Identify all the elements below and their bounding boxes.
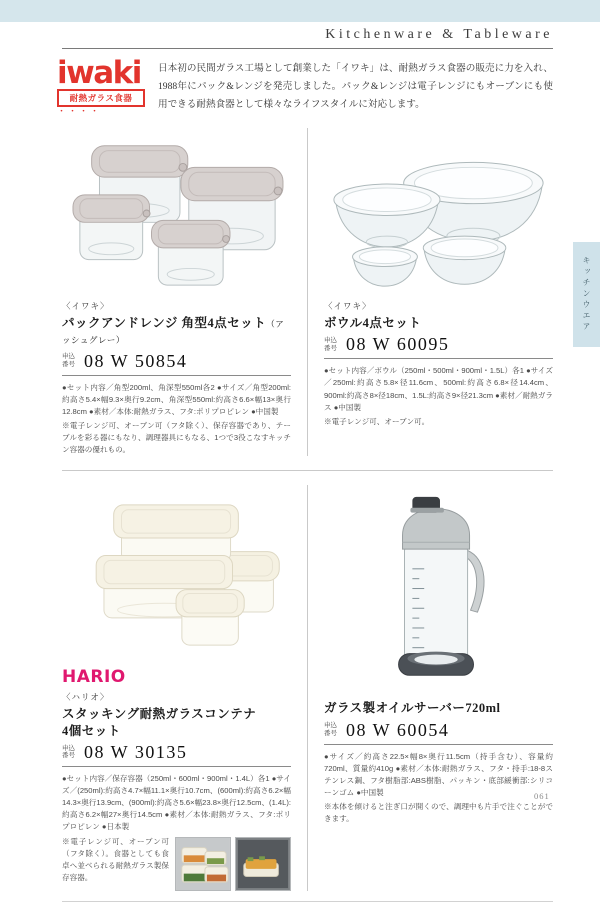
order-number-code: 08 W 60054 (346, 719, 450, 740)
top-color-bar (0, 0, 600, 22)
order-number-label: 申込番号 (62, 744, 75, 760)
oven-use-photo (235, 837, 291, 891)
header-divider (62, 48, 553, 49)
order-number-row (62, 351, 291, 372)
usage-photo-thumbnails (175, 837, 291, 891)
page-title: Kitchenware & Tableware (325, 27, 553, 42)
white-containers-illustration (65, 489, 289, 660)
order-number-label: 申込番号 (324, 336, 337, 352)
product-row-bottom (62, 471, 553, 901)
category-side-tab (573, 242, 600, 347)
product-name: ボウル4点セット (324, 316, 422, 330)
product-name-main: パックアンドレンジ 角型4点セット (62, 316, 267, 330)
iwaki-logo (57, 55, 145, 117)
product-name: ガラス製オイルサーバー720ml (324, 701, 501, 716)
product-divider (324, 744, 553, 745)
product-details: ●セット内容／保存容器（250ml・600ml・900ml・1.4L）各1 ●サイズ／(250ml):約高さ4.7×幅11.1×奥行10.7cm、(600ml):約高さ6.2×幅14.3×奥行13.9cm、(900ml):約高さ5.6×幅23.8×奥行12.5cm、(1.4L):約高さ6.2×幅27×奥行14.5cm ●素材／本体:耐熱ガラス、フタ:ポリプロピレン ●日本製 (62, 773, 291, 832)
product-note: ※電子レンジ可、オーブン可（フタ除く）、保存容器であり、テーブルを彩る器にもなり、調理器具にもなる、1つで3役こなすキッチン容器の優れもの。 (62, 420, 291, 455)
product-grid (62, 128, 553, 902)
hario-logo: HARIO (62, 667, 126, 688)
product-card-hario-containers (62, 485, 307, 890)
product-maker: 〈イワキ〉 (62, 301, 110, 311)
product-card-pack-range (62, 128, 307, 456)
product-maker: 〈ハリオ〉 (62, 692, 110, 703)
product-maker: 〈イワキ〉 (324, 301, 372, 311)
glass-bowls-illustration (326, 129, 552, 296)
iwaki-logo-subtitle: 耐熱ガラス食器 (57, 89, 145, 107)
bowl-set-product-image (324, 128, 553, 296)
oil-server-product-image (324, 485, 553, 697)
iwaki-logo-dots: ・・・・ (57, 106, 102, 117)
product-note: ※電子レンジ可、オーブン可。 (324, 416, 430, 426)
product-details: ●サイズ／約高さ22.5×幅8×奥行11.5cm（持手含む）、容量約720ml、質量約410g ●素材／本体:耐熱ガラス、フタ・持手:18-8ステンレス鋼、フタ樹脂部:ABS樹脂、パッキン・底部緩衝部:シリコーンゴム ●中国製 (324, 751, 553, 798)
product-card-bowl-set (307, 128, 553, 456)
product-details: ●セット内容／ボウル（250ml・500ml・900ml・1.5L）各1 ●サイズ／250ml:約高さ5.8×径11.6cm、500ml:約高さ6.8×径14.4cm、900ml:約高さ8×径18cm、1.5L:約高さ9×径21.3cm ●素材／耐熱ガラス ●中国製 (324, 366, 553, 412)
product-details: ●セット内容／角型200ml、角深型550ml各2 ●サイズ／角型200ml:約高さ5.4×幅9.3×奥行9.2cm、角深型550ml:約高さ6.6×幅13×奥行12.8cm ●素材／本体:耐熱ガラス、フタ:ポリプロピレン ●中国製 (62, 382, 291, 416)
brand-intro-text: 日本初の民間ガラス工場として創業した「イワキ」は、耐熱ガラス食器の販売に力を入れ、1988年にパック&レンジを発売しました。パック&レンジは電子レンジにもオーブンにも使用できる耐熱食器として様々なライフスタイルに対応します。 (158, 63, 553, 111)
product-divider (62, 766, 291, 767)
product-divider (324, 358, 553, 359)
order-number-row (324, 334, 553, 355)
product-note: ※本体を傾けると注ぎ口が開くので、調理中も片手で注ぐことができます。 (324, 802, 553, 824)
hario-containers-product-image (62, 485, 291, 663)
product-name-note: （アッシュグレー） (62, 319, 285, 346)
page-number: 061 (534, 791, 550, 801)
order-number-row (324, 720, 553, 741)
product-row-top (62, 128, 553, 471)
order-number-label: 申込番号 (324, 722, 337, 738)
fridge-stack-photo (175, 837, 231, 891)
product-name-line2: 4個セット (62, 723, 121, 738)
product-card-oil-server (307, 485, 553, 890)
product-name (62, 706, 291, 739)
order-number-code: 08 W 60095 (346, 334, 450, 355)
iwaki-logo-text: iwaki (57, 55, 141, 91)
oil-server-illustration (365, 488, 513, 695)
product-details-block (62, 773, 291, 891)
category-side-tab-label: キッチンウエア (582, 256, 591, 333)
product-note: ※電子レンジ可、オーブン可（フタ除く）。食器としても食卓へ並べられる耐熱ガラス製保存容器。 (62, 836, 169, 882)
product-name-line1: スタッキング耐熱ガラスコンテナ (62, 707, 257, 722)
order-number-code: 08 W 50854 (84, 350, 188, 371)
order-number-label: 申込番号 (62, 353, 75, 368)
order-number-row (62, 742, 291, 763)
product-divider (62, 375, 291, 376)
brand-intro-section (57, 55, 553, 117)
glass-containers-illustration (64, 134, 290, 291)
pack-range-product-image (62, 128, 291, 296)
order-number-code: 08 W 30135 (84, 741, 188, 762)
product-name (62, 315, 291, 348)
